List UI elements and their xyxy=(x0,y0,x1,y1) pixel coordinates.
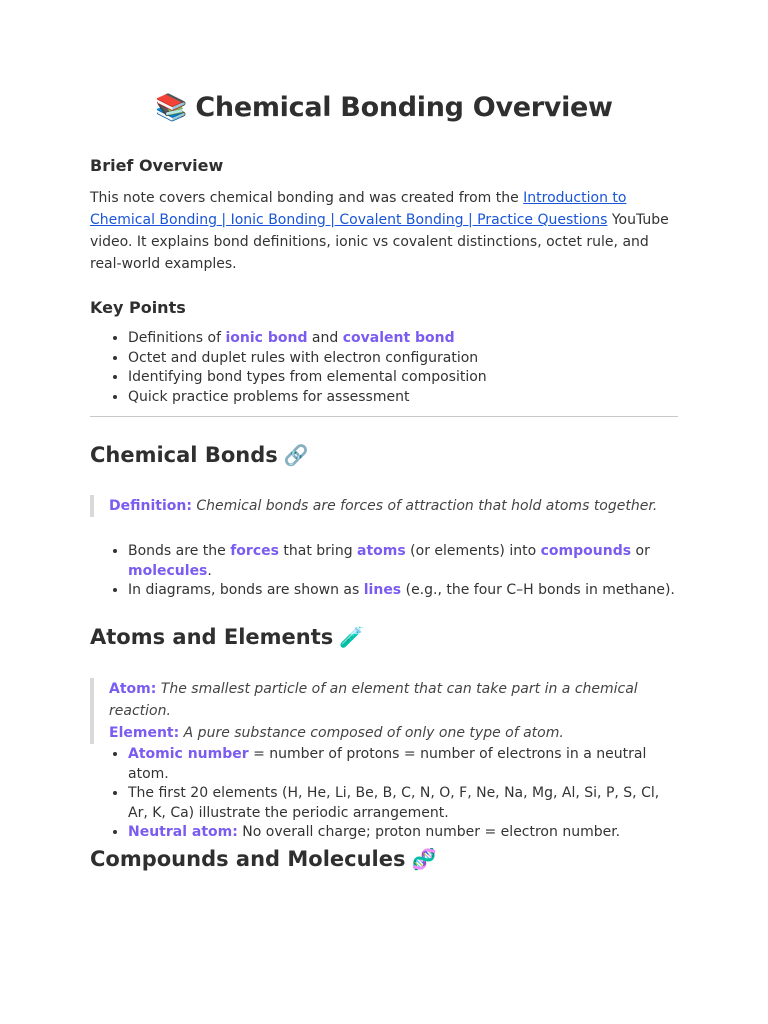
keyword-ionic-bond: ionic bond xyxy=(225,330,308,346)
text: . xyxy=(207,562,212,579)
atom-element-callout xyxy=(90,678,689,744)
atom-definition xyxy=(109,678,689,722)
list-item: • Octet and duplet rules with electron configuration xyxy=(128,349,670,369)
brief-overview-section xyxy=(90,156,670,275)
element-definition xyxy=(109,722,689,744)
keyword-lines: lines xyxy=(363,582,402,598)
chemical-bonds-list xyxy=(90,542,678,601)
list-item xyxy=(128,823,678,843)
link-icon: 🔗 xyxy=(283,443,309,467)
page-title xyxy=(0,92,768,123)
brief-text-after: YouTube video. It explains bond definitions, ionic vs covalent distinctions, octet rule, and real-world examples. xyxy=(90,212,669,272)
brief-overview-heading: Brief Overview xyxy=(90,156,224,175)
atoms-elements-heading xyxy=(90,625,364,649)
definition-text: Chemical bonds are forces of attraction that hold atoms together. xyxy=(191,498,658,514)
brief-text-before: This note covers chemical bonding and was created from the xyxy=(90,190,524,206)
video-link[interactable]: Introduction to Chemical Bonding | Ionic Bonding | Covalent Bonding | Practice Questions xyxy=(90,190,627,228)
text: (or elements) into xyxy=(405,543,541,559)
keyword-molecules: molecules xyxy=(128,562,208,579)
test-tube-icon: 🧪 xyxy=(339,625,365,649)
keyword-neutral-atom: Neutral atom: xyxy=(128,824,238,840)
text: In diagrams, bonds are shown as xyxy=(128,582,364,598)
keyword-atomic-number: Atomic number xyxy=(128,746,249,762)
books-icon: 📚 xyxy=(155,93,188,123)
atoms-elements-heading-text: Atoms and Elements xyxy=(90,625,334,649)
chemical-bonds-heading-text: Chemical Bonds xyxy=(90,443,278,467)
text: = number of protons = number of electrons in a neutral atom. xyxy=(128,746,647,782)
keyword-covalent-bond: covalent bond xyxy=(342,330,455,346)
compounds-molecules-heading xyxy=(90,847,436,871)
list-item xyxy=(128,745,678,784)
text: or xyxy=(631,543,650,559)
element-text: A pure substance composed of only one type of atom. xyxy=(179,725,564,741)
brief-overview-text xyxy=(90,187,670,275)
element-label: Element: xyxy=(109,725,180,741)
text: that bring xyxy=(278,543,358,559)
atom-text: The smallest particle of an element that can take part in a chemical reaction. xyxy=(109,681,638,719)
key-points-section xyxy=(90,298,670,407)
dna-icon: 🧬 xyxy=(411,847,437,871)
text: Definitions of xyxy=(128,330,226,346)
text: No overall charge; proton number = electron number. xyxy=(237,824,621,840)
text: Bonds are the xyxy=(128,543,231,559)
definition-label: Definition: xyxy=(109,498,192,514)
keyword-forces: forces xyxy=(230,543,279,559)
list-item xyxy=(128,329,670,349)
compounds-molecules-heading-text: Compounds and Molecules xyxy=(90,847,406,871)
atom-label: Atom: xyxy=(109,681,157,697)
keyword-atoms: atoms xyxy=(357,543,406,559)
chemical-bonds-heading xyxy=(90,443,309,467)
list-item xyxy=(128,581,678,601)
list-item xyxy=(128,542,678,581)
key-points-list xyxy=(90,329,670,407)
page-title-text: Chemical Bonding Overview xyxy=(195,92,613,123)
keyword-compounds: compounds xyxy=(540,543,632,559)
text: (e.g., the four C–H bonds in methane). xyxy=(401,582,675,598)
list-item: • Quick practice problems for assessment xyxy=(128,388,670,408)
horizontal-divider xyxy=(90,416,678,417)
list-item: • Identifying bond types from elemental composition xyxy=(128,368,670,388)
text: and xyxy=(307,330,343,346)
key-points-heading: Key Points xyxy=(90,298,186,317)
definition-callout xyxy=(90,495,689,517)
list-item: • The first 20 elements (H, He, Li, Be, B, C, N, O, F, Ne, Na, Mg, Al, Si, P, S, Cl, Ar, K, Ca) illustrate the periodic arrangement. xyxy=(128,784,678,823)
atoms-list xyxy=(90,745,678,843)
